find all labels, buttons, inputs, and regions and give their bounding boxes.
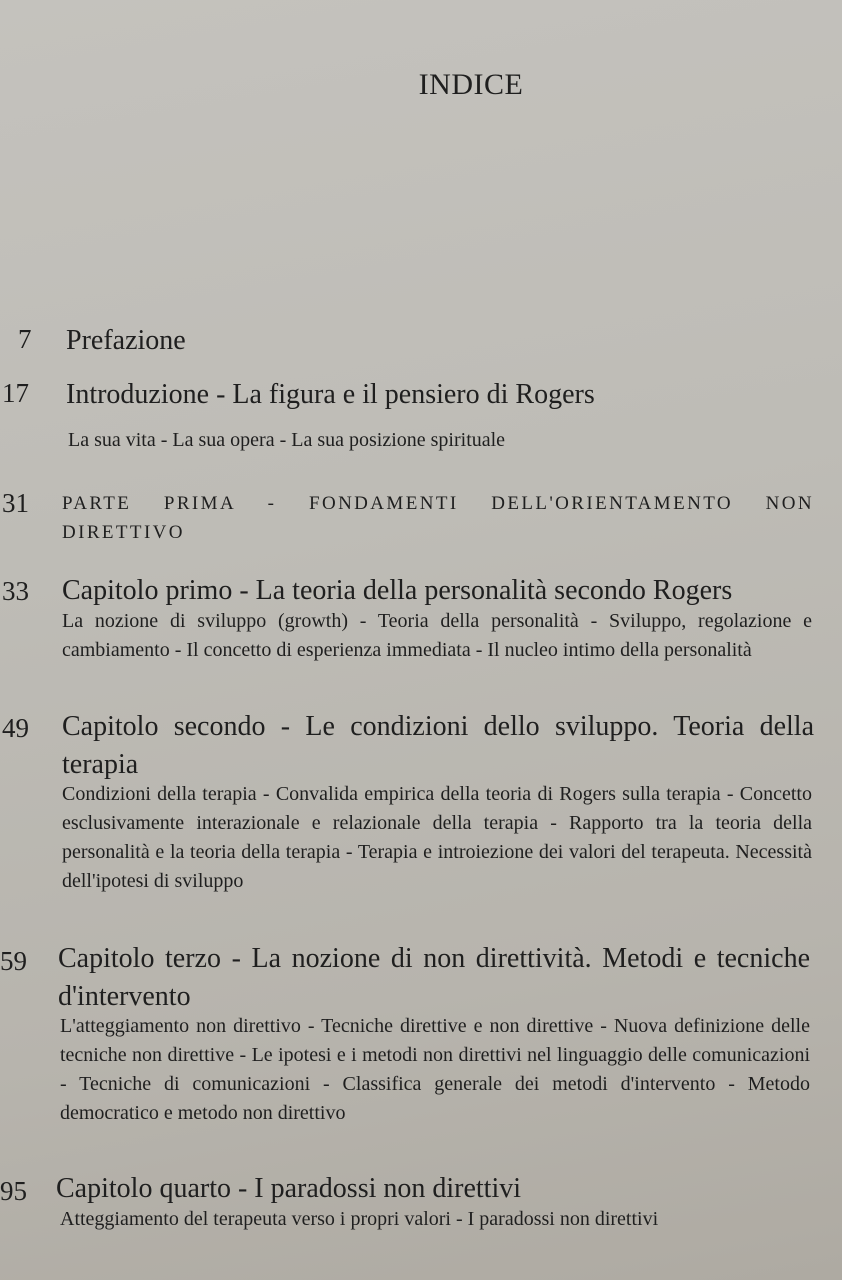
entry-heading: Capitolo terzo - La nozione di non direttività. Metodi e tecniche d'intervento xyxy=(58,943,810,1012)
entry-heading: Introduzione - La figura e il pensiero di Rogers xyxy=(66,379,595,410)
page-number: 49 xyxy=(2,713,29,743)
page-number: 31 xyxy=(2,488,29,518)
entry-heading: Capitolo primo - La teoria della personalità secondo Rogers xyxy=(62,575,733,606)
part-heading: PARTE PRIMA - FONDAMENTI DELL'ORIENTAMENTO NON DIRETTIVO xyxy=(62,493,814,543)
entry-heading: Capitolo secondo - Le condizioni dello sviluppo. Teoria della terapia xyxy=(62,711,814,780)
page-number: 59 xyxy=(0,946,27,976)
entry-subtopics: L'atteggiamento non direttivo - Tecniche direttive e non direttive - Nuova definizione delle tecniche non direttive - Le ipotesi e i metodi non direttivi nel linguaggio delle comunicazioni - Tecniche di comunicazioni - Classifica generale dei metodi d'intervento - Metodo democratico e metodo non direttivo xyxy=(60,1015,810,1124)
page-number: 7 xyxy=(18,324,32,354)
page-title: INDICE xyxy=(418,68,524,101)
entry-heading: Prefazione xyxy=(66,325,186,356)
entry-subtopics: La sua vita - La sua opera - La sua posizione spirituale xyxy=(68,429,506,451)
page-number: 95 xyxy=(0,1176,27,1206)
entry-subtopics: La nozione di sviluppo (growth) - Teoria della personalità - Sviluppo, regolazione e cambiamento - Il concetto di esperienza immediata - Il nucleo intimo della personalità xyxy=(62,610,812,661)
page-number: 33 xyxy=(2,576,29,606)
entry-heading: Capitolo quarto - I paradossi non direttivi xyxy=(56,1173,522,1204)
page-number: 17 xyxy=(2,378,29,408)
entry-subtopics: Condizioni della terapia - Convalida empirica della teoria di Rogers sulla terapia - Concetto esclusivamente interazionale e relazionale della terapia - Rapporto tra la teoria della personalità e la teoria della terapia - Terapia e introiezione dei valori del terapeuta. Necessità dell'ipotesi di sviluppo xyxy=(62,783,812,892)
entry-subtopics: Atteggiamento del terapeuta verso i propri valori - I paradossi non direttivi xyxy=(60,1208,659,1230)
